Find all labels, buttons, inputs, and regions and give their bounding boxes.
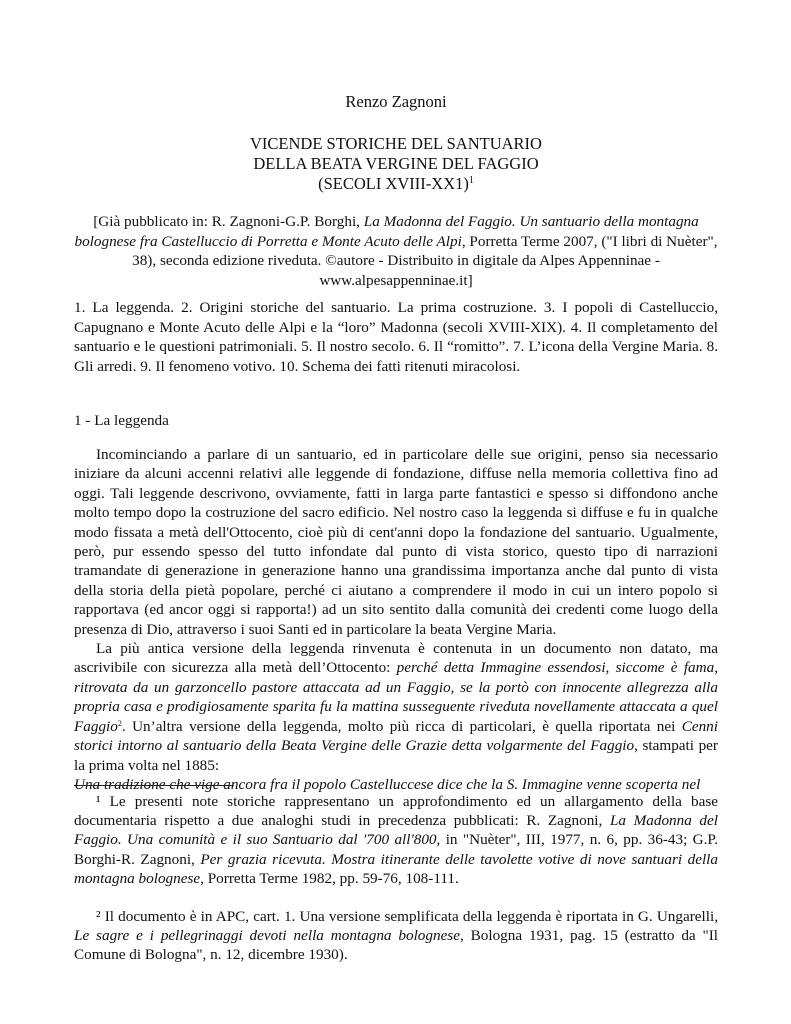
title-line-3 [74,174,718,194]
para3-quote: Una tradizione che vige ancora fra il popolo Castelluccese dice che la S. Immagine venne scoperta nel [74,775,701,793]
author-name: Renzo Zagnoni [345,92,447,111]
document-title [74,134,718,194]
table-of-contents: 1. La leggenda. 2. Origini storiche del santuario. La prima costruzione. 3. I popoli di Castelluccio, Capugnano e Monte Acuto delle Alpi e la “loro” Madonna (secoli XVIII-XIX). 4. Il completamento del santuario e le questioni patrimoniali. 5. Il nostro secolo. 6. Il “romitto”. 7. L’icona della Vergine Maria. 8. Gli arredi. 9. Il fenomeno votivo. 10. Schema dei fatti ritenuti miracolosi. [74,299,718,375]
footnote-2-text-a: Il documento è in APC, cart. 1. Una versione semplificata della leggenda è riportata in G. Ungarelli, [100,908,718,926]
footnote-2-text-b: , Bologna 1931, pag. 15 (estratto da "Il Comune di Bologna", n. 12, dicembre 1930). [74,927,718,964]
para2-text-b: . Un’altra versione della leggenda, molto più ricca di particolari, è quella riportata nei [121,717,682,735]
body-paragraph-2 [74,639,718,775]
para2-text-a: La più antica versione della leggenda rinvenuta è contenuta in un documento non datato, ma ascrivibile con sicurezza alla metà dell’Ottocento: [74,640,718,677]
title-line-1: VICENDE STORICHE DEL SANTUARIO [250,134,542,153]
publication-book-title: La Madonna del Faggio. Un santuario della montagna bolognese fra Castelluccio di Porretta e Monte Acuto delle Alpi [74,213,699,250]
section-heading: 1 - La leggenda [74,412,169,429]
footnote-1-text-a: Le presenti note storiche rappresentano un approfondimento ed un allargamento della base documentaria rispetto a due analoghi studi in precedenza pubblicati: R. Zagnoni, [74,793,718,830]
publication-text-1: [Già pubblicato in: R. Zagnoni-G.P. Borghi, [93,213,364,230]
title-footnote-mark: 1 [468,175,474,186]
footnote-1-title-2: Per grazia ricevuta. Mostra itinerante delle tavolette votive di nove santuari della montagna bolognese [74,850,718,887]
footnote-ref-2: 2 [117,718,122,728]
title-line-3-text: (SECOLI XVIII-XX1) [318,174,469,193]
publication-text-2: , Porretta Terme 2007, ("I libri di Nuèter", 38), seconda edizione riveduta. ©autore - Distribuito in digitale da Alpes Appenninae - www.alpesappenninae.it] [132,232,718,289]
footnote-2-mark: ² [96,908,101,926]
body-paragraph-1: Incominciando a parlare di un santuario, ed in particolare delle sue origini, penso sia necessario iniziare da alcuni accenni relativi alle leggende di fondazione, diffuse nella memoria collettiva fino ad oggi. Tali leggende descrivono, ovviamente, fatti in larga parte fantastici e spesso si diffondono anche molto tempo dopo la costruzione del sacro edificio. Nel nostro caso la leggenda si diffuse e fu in qualche modo fissata a metà dell'Ottocento, cioè più di cent'anni dopo la fondazione del santuario. Ugualmente, però, pur essendo spesso del tutto infondate dal punto di vista storico, questo tipo di narrazioni tramandate di generazione in generazione hanno una grandissima importanza anche dal punto di vista della storia della pietà popolare, perché ci aiutano a comprendere il modo in cui un intero popolo si rapportava (ed ancor oggi si rapporta!) ad un sito sentito dalla comunità dei credenti come luogo della presenza di Dio, attraverso i suoi Santi ed in particolare la beata Vergine Maria. [74,446,718,638]
footnote-1-text-b: , in "Nuèter", III, 1977, n. 6, pp. 36-43; G.P. Borghi-R. Zagnoni, [74,831,718,868]
body-text [74,445,718,794]
footnote-1-mark: ¹ [96,793,101,810]
footnote-separator [74,785,234,786]
footnote-1 [74,792,718,888]
para2-quote: perché detta Immagine essendosi, siccome è fama, ritrovata da un garzoncello pastore attaccata ad un Faggio, se la portò con innocente allegrezza alla propria casa e prodigiosamente sparita fu la mattina susseguente riveduta novellamente attaccata a quel Faggio [74,659,718,735]
footnote-2-title: Le sagre e i pellegrinaggi devoti nella montagna bolognese [74,927,460,945]
para2-cited-title: Cenni storici intorno al santuario della Beata Vergine delle Grazie detta volgarmente del Faggio [74,717,718,755]
footnote-1-title-1: La Madonna del Faggio. Una comunità e il suo Santuario dal '700 all'800 [74,812,718,849]
footnote-1-text-c: , Porretta Terme 1982, pp. 59-76, 108-111. [200,869,459,887]
footnote-2 [74,907,718,965]
title-line-2: DELLA BEATA VERGINE DEL FAGGIO [253,154,539,173]
footnotes [74,792,718,965]
para2-text-c: , stampati per la prima volta nel 1885: [74,737,718,774]
publication-note [74,212,718,290]
